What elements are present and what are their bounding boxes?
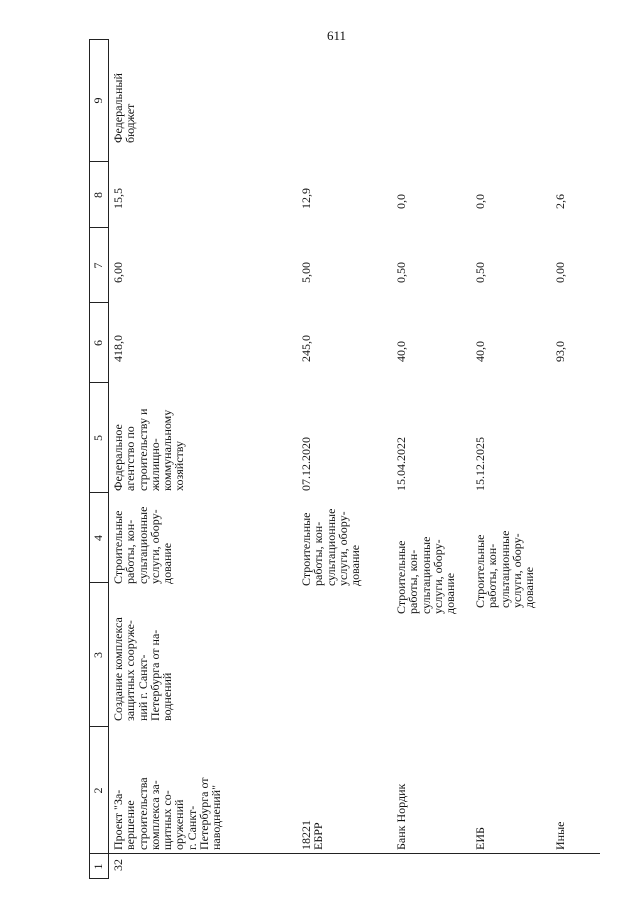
column-number: 4 [91, 535, 105, 541]
date: 15.12.2025 [473, 437, 487, 491]
value-col8: 0,0 [473, 194, 487, 209]
amount: 40,0 [473, 341, 487, 362]
amount: 245,0 [299, 335, 313, 362]
creditor-name: Банк Нордик [394, 783, 408, 850]
column-number: 5 [91, 435, 105, 441]
column-number: 8 [91, 192, 105, 198]
date: 15.04.2022 [394, 437, 408, 491]
creditor-name: ЕИБ [473, 827, 487, 850]
page-number: 611 [327, 28, 347, 43]
funding-source: Федеральный бюджет [111, 73, 138, 143]
value-col7: 0,50 [394, 262, 408, 283]
creditor-name: Иные [553, 821, 567, 850]
amount: 40,0 [394, 341, 408, 362]
creditor-name: 18221 ЕБРР [299, 820, 326, 850]
value-col7: 5,00 [299, 262, 313, 283]
column-number: 2 [91, 787, 105, 794]
executing-agency: Федеральное агентство по строительству и жилищно- коммунальному хозяйству [111, 408, 187, 491]
column-number: 7 [91, 262, 105, 269]
work-type: Строительные работы, кон- сультационные услуги, обору- дование [473, 530, 537, 608]
col-sep-1-2 [89, 853, 600, 854]
value-col7: 0,00 [553, 262, 567, 283]
column-number: 6 [91, 340, 105, 346]
amount: 418,0 [111, 335, 125, 362]
value-col7: 6,00 [111, 262, 125, 283]
project-purpose: Создание комплекса защитных сооруже- ний г. Санкт- Петербурга от на- воднений [111, 617, 175, 721]
work-type: Строительные работы, кон- сультационные услуги, обору- дование [111, 506, 175, 584]
header-bottom-border [108, 39, 109, 879]
value-col7: 0,50 [473, 262, 487, 283]
value-col8: 2,6 [553, 194, 567, 209]
column-number: 9 [91, 97, 105, 104]
project-name: Проект "За- вершение строительства комплекса за- щитных со- оружений г. Санкт- Петербурга от наводнений" [111, 777, 224, 850]
rotated-table [89, 39, 600, 879]
work-type: Строительные работы, кон- сультационные услуги, обору- дование [299, 508, 363, 586]
column-number: 3 [91, 652, 105, 658]
work-type: Строительные работы, кон- сультационные услуги, обору- дование [394, 536, 458, 614]
column-number: 1 [91, 863, 105, 870]
date: 07.12.2020 [299, 437, 313, 491]
value-col8: 15,5 [111, 188, 125, 209]
row-number: 32 [111, 859, 125, 871]
amount: 93,0 [553, 341, 567, 362]
value-col8: 0,0 [394, 194, 408, 209]
value-col8: 12,9 [299, 188, 313, 209]
